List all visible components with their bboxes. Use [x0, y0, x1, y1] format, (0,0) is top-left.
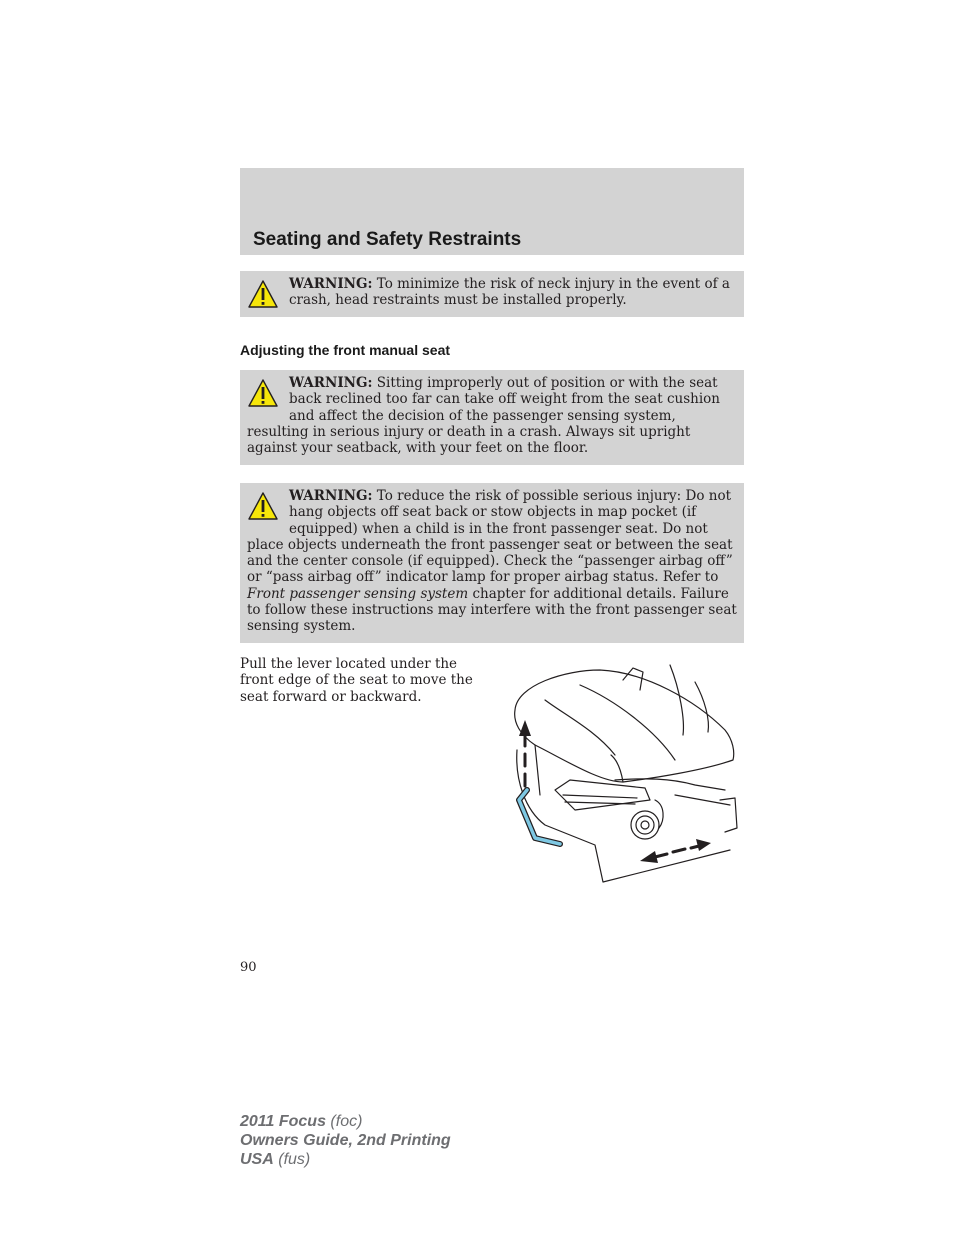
seat-lever-illustration — [505, 660, 740, 885]
page-number: 90 — [240, 960, 257, 975]
warning-box-neck-injury — [240, 271, 744, 317]
warning-text: To reduce the risk of possible serious injury: Do not hang objects off seat back or stow objects in map pocket (if equipped) when a child is in the front passenger seat. Do not place objects underneath the front passenger seat or between the seat and the center console (if equipped). Check the “passenger airbag off” or “pass airbag off” indicator lamp for proper airbag status. Refer to — [247, 488, 733, 586]
warning-box-passenger-sensing — [240, 483, 744, 643]
footer-region-code: (fus) — [278, 1151, 311, 1168]
warning-box-seat-position — [240, 370, 744, 465]
footer-model: 2011 Focus — [240, 1113, 326, 1130]
footer-region: USA — [240, 1151, 274, 1168]
footer-line-region — [240, 1150, 451, 1169]
warning-label: WARNING: — [289, 375, 373, 391]
warning-text: To minimize the risk of neck injury in the event of a crash, head restraints must be installed properly. — [289, 276, 730, 309]
warning-triangle-icon — [247, 378, 279, 408]
warning-label: WARNING: — [289, 488, 373, 504]
footer-guide: Owners Guide, 2nd Printing — [240, 1132, 451, 1149]
seat-adjust-instructions: Pull the lever located under the front edge of the seat to move the seat forward or backward. — [240, 656, 473, 705]
footer-line-guide — [240, 1131, 451, 1150]
subheading-front-manual-seat: Adjusting the front manual seat — [240, 342, 451, 358]
warning-label: WARNING: — [289, 276, 373, 292]
chapter-reference-link: Front passenger sensing system — [247, 585, 469, 602]
footer-line-model — [240, 1112, 451, 1131]
warning-triangle-icon — [247, 491, 279, 521]
footer-model-code: (foc) — [330, 1113, 363, 1130]
section-title: Seating and Safety Restraints — [253, 229, 522, 250]
warning-text-continued: chapter for additional details. Failure to follow these instructions may interfere with the front passenger seat sensing system. — [247, 585, 737, 635]
document-footer — [240, 1112, 451, 1169]
warning-text: Sitting improperly out of position or with the seat back reclined too far can take off weight from the seat cushion and affect the decision of the passenger sensing system, resulting in serious injury or death in a crash. Always sit upright against your seatback, with your feet on the floor. — [247, 375, 720, 457]
warning-triangle-icon — [247, 279, 279, 309]
section-header-band — [240, 168, 744, 255]
